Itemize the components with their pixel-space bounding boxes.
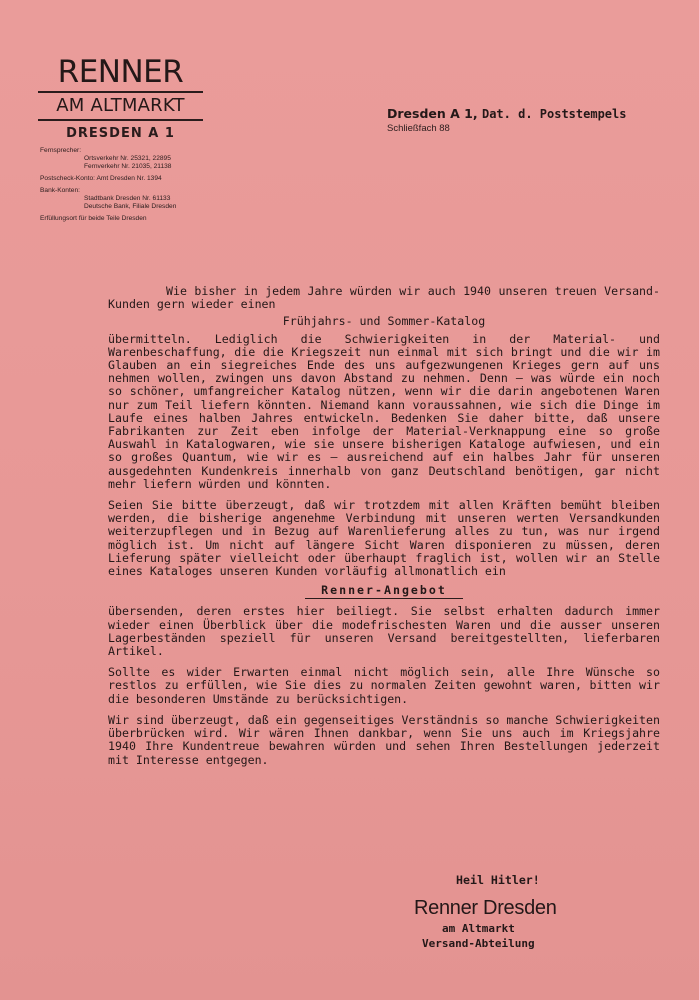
date-note: Dat. d. Poststempels <box>481 107 627 121</box>
paragraph-3: Seien Sie bitte überzeugt, daß wir trotzdem mit allen Kräften bemüht bleiben werden, die bisherige angenehme Verbindung mit unseren werten Versandkunden weiterzupflegen und in Bezug auf Warenlieferung alles zu tun, was nur irgend möglich ist. Um nicht auf längere Sicht Waren disponieren zu müssen, deren Lieferung später vielleicht oder überhaupt fraglich ist, wollen wir an Stelle eines Kataloges unseren Kunden vorläufig allmonatlich ein <box>108 498 660 579</box>
bank-account-2: Deutsche Bank, Filiale Dresden <box>84 203 177 210</box>
closing-greeting: Heil Hitler! <box>456 873 540 887</box>
po-box: Schließfach 88 <box>387 123 450 134</box>
place: Dresden A 1, <box>387 106 478 121</box>
catalog-title: Frühjahrs- und Sommer-Katalog <box>282 314 486 329</box>
paragraph-6: Wir sind überzeugt, daß ein gegenseitiges Verständnis so manche Schwierigkeiten überbrücken wird. Wir wären Ihnen dankbar, wenn Sie uns auch im Kriegsjahre 1940 Ihre Kundentreue bewahren würden und sehen Ihren Bestellungen jederzeit mit Interesse entgegen. <box>108 712 660 767</box>
paragraph-4: übersenden, deren erstes hier beiliegt. Sie selbst erhalten dadurch immer wieder einen Überblick über die modefrischesten Waren und die ausser unseren Lagerbeständen speziell für unseren Versand bereitgestellten, lieferbaren Artikel. <box>108 604 660 659</box>
paragraph-5: Sollte es wider Erwarten einmal nicht möglich sein, alle Ihre Wünsche so restlos zu erfüllen, wie Sie dies zu normalen Zeiten gewohnt waren, bitten wir die besonderen Umstände zu berücksichtigen. <box>108 665 660 706</box>
offer-title <box>108 584 660 599</box>
paragraph-intro: Wie bisher in jedem Jahre würden wir auch 1940 unseren treuen Versand-Kunden gern wieder einen <box>108 284 660 312</box>
company-name: RENNER <box>57 54 184 90</box>
place-date-line <box>387 106 626 121</box>
letterhead-rule-top <box>38 91 203 93</box>
signature-line-1: am Altmarkt <box>442 922 515 935</box>
signature-company: Renner Dresden <box>414 897 557 919</box>
letterhead <box>38 56 203 142</box>
postcheck-account: Postscheck-Konto: Amt Dresden Nr. 1394 <box>40 175 162 182</box>
letter-body <box>108 285 660 767</box>
letterhead-contact-info <box>40 147 210 223</box>
jurisdiction: Erfüllungsort für beide Teile Dresden <box>40 215 147 222</box>
phone-long-distance: Fernverkehr Nr. 21035, 21138 <box>84 163 172 170</box>
bank-account-1: Stadtbank Dresden Nr. 61133 <box>84 195 171 202</box>
phone-local: Ortsverkehr Nr. 25321, 22895 <box>84 155 171 162</box>
closing-block <box>408 873 618 950</box>
company-subtitle: AM ALTMARKT <box>56 95 185 116</box>
company-city: DRESDEN A 1 <box>66 126 175 141</box>
phone-label: Fernsprecher: <box>40 147 82 154</box>
offer-title-text: Renner-Angebot <box>305 584 463 599</box>
paragraph-2: übermitteln. Lediglich die Schwierigkeiten in der Material- und Warenbeschaffung, die die Kriegszeit nun einmal mit sich bringt und die wir im Glauben an ein siegreiches Ende des uns aufgezwungenen Krieges gern auf uns nehmen wollen, zwingen uns davon Abstand zu nehmen. Denn — was würde ein noch so schöner, umfangreicher Katalog nützen, wenn wir die darin angebotenen Waren nur zum Teil liefern könnten. Niemand kann voraussahnen, wie sich die Dinge im Laufe eines halben Jahres entwickeln. Bedenken Sie daher bitte, daß unsere Fabrikanten zur Zeit eben infolge der Material-Verknappung eine so große Auswahl in Katalogwaren, wie sie unsere bisherigen Kataloge aufwiesen, und ein so großes Quantum, wie wir es — ausreichend auf ein halbes Jahr für unseren ausgedehnten Kundenkreis innerhalb von ganz Deutschland benötigen, gar nicht mehr liefern würden und könnten. <box>108 331 660 491</box>
bank-label: Bank-Konten: <box>40 187 80 194</box>
signature-line-2: Versand-Abteilung <box>422 937 535 950</box>
letterhead-rule-bottom <box>38 119 203 121</box>
